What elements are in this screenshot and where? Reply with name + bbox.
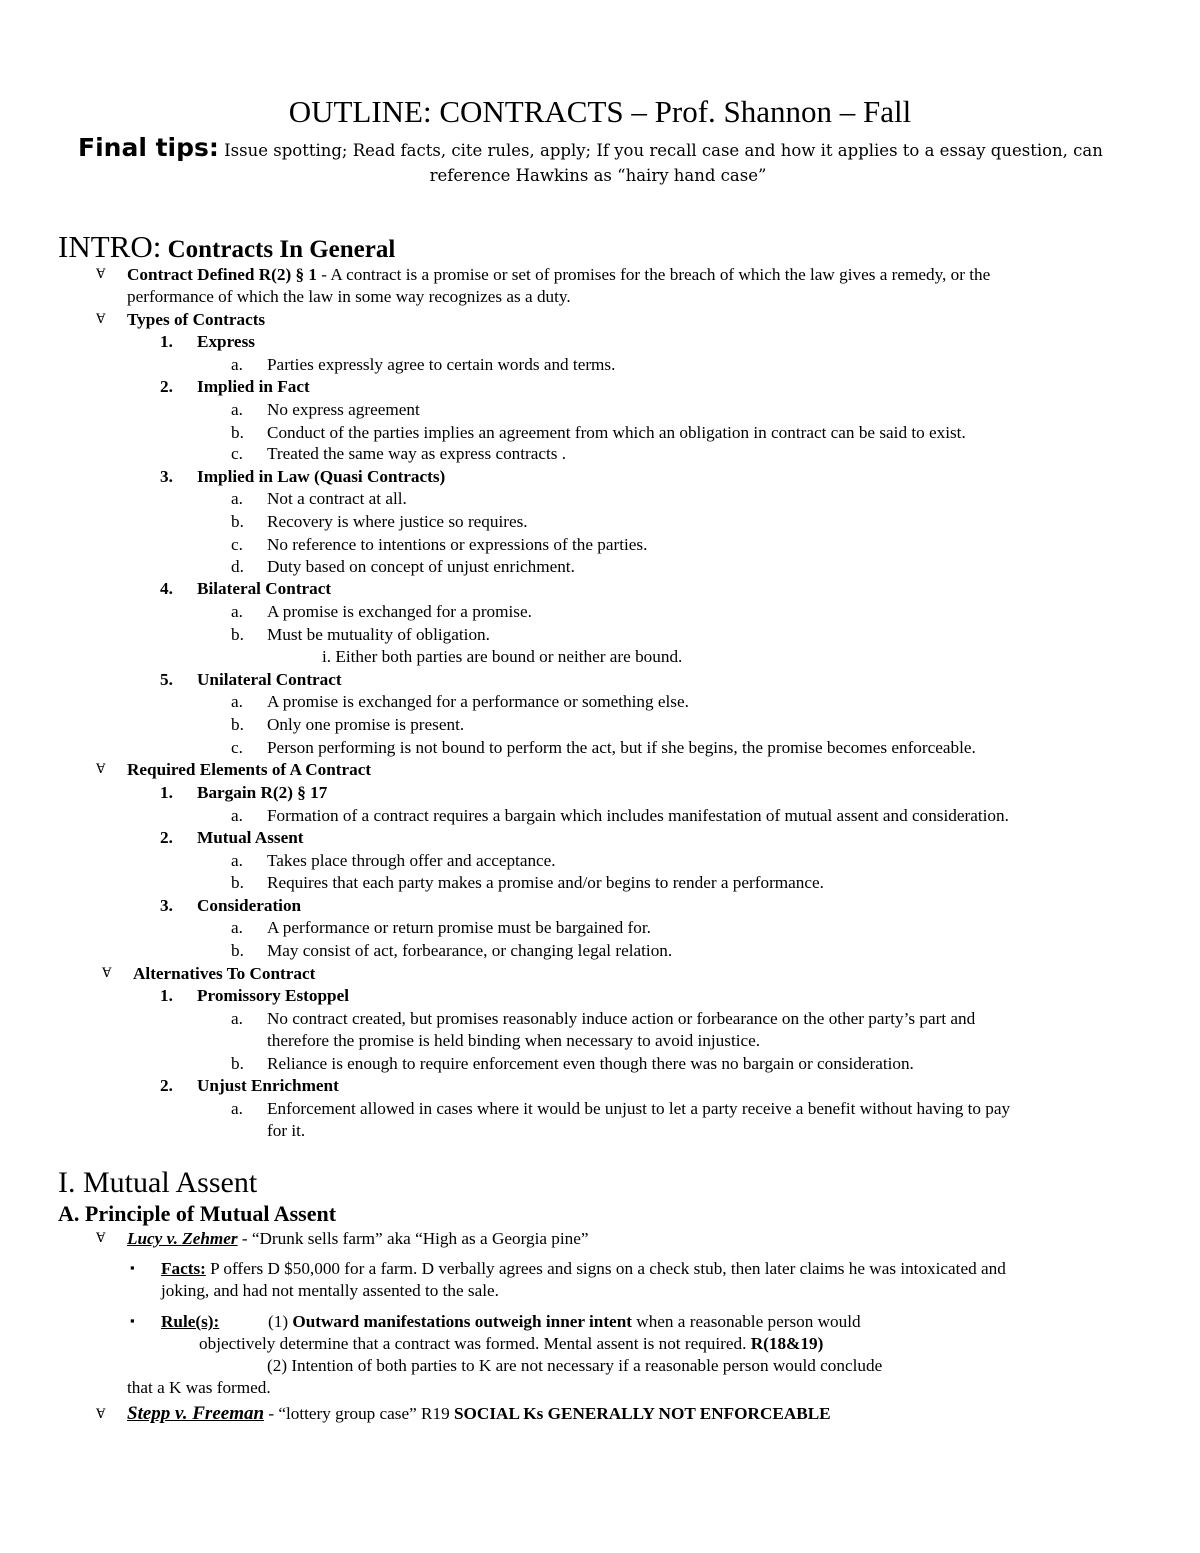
list-item: i. Either both parties are bound or neither are bound. bbox=[322, 647, 683, 666]
text-span: No reference to intentions or expressions of the parties. bbox=[267, 535, 648, 554]
text-span: Formation of a contract requires a bargain which includes manifestation of mutual assent and consideration. bbox=[267, 806, 1009, 825]
list-letter: c. bbox=[231, 444, 243, 463]
section-heading-mutual-assent: I. Mutual Assent bbox=[58, 1166, 258, 1199]
rule-1 bbox=[268, 1311, 861, 1333]
intro-subheading: Contracts In General bbox=[161, 236, 396, 263]
text-span: Recovery is where justice so requires. bbox=[267, 512, 528, 531]
list-number: 4. bbox=[160, 579, 173, 598]
case-lucy bbox=[127, 1228, 589, 1250]
list-letter: a. bbox=[231, 602, 243, 621]
rule-2-cont: that a K was formed. bbox=[127, 1378, 271, 1397]
text-span: (1) bbox=[268, 1312, 293, 1331]
list-letter: b. bbox=[231, 423, 244, 442]
text-span: A performance or return promise must be bargained for. bbox=[267, 918, 651, 937]
text-span: No express agreement bbox=[267, 400, 420, 419]
text-span: R(18&19) bbox=[750, 1334, 824, 1353]
required-label: Required Elements of A Contract bbox=[127, 760, 372, 779]
type-label: Express bbox=[197, 332, 255, 351]
arrow-bullet-icon: Ɐ bbox=[102, 965, 112, 980]
list-letter: b. bbox=[231, 873, 244, 892]
case-stepp bbox=[127, 1403, 831, 1425]
list-letter: a. bbox=[231, 918, 243, 937]
facts-label: Facts: bbox=[161, 1259, 206, 1278]
arrow-bullet-icon: Ɐ bbox=[96, 1230, 106, 1245]
list-number: Implied in Fact bbox=[197, 377, 310, 396]
text-span: Parties expressly agree to certain words and terms. bbox=[267, 355, 616, 374]
facts-text2: joking, and had not mentally assented to the sale. bbox=[161, 1281, 499, 1300]
list-letter: a. bbox=[231, 489, 243, 508]
contract-defined-label: Contract Defined R(2) § 1 bbox=[127, 265, 317, 284]
list-letter: a. bbox=[231, 851, 243, 870]
arrow-bullet-icon: Ɐ bbox=[96, 311, 106, 326]
list-letter: c. bbox=[231, 738, 243, 757]
rule-2: (2) Intention of both parties to K are not necessary if a reasonable person would conclude bbox=[267, 1356, 883, 1375]
text-span: Must be mutuality of obligation. bbox=[267, 625, 490, 644]
text-span: May consist of act, forbearance, or changing legal relation. bbox=[267, 941, 673, 960]
list-number: Bargain R(2) § 17 bbox=[197, 783, 328, 802]
tips-text: Issue spotting; Read facts, cite rules, apply; If you recall case and how it applies to a essay question, can bbox=[218, 141, 1103, 160]
text-span: Enforcement allowed in cases where it would be unjust to let a party receive a benefit without having to pay bbox=[267, 1099, 1011, 1118]
text-span: objectively determine that a contract was formed. Mental assent is not required. bbox=[199, 1334, 751, 1353]
list-letter: a. bbox=[231, 1009, 243, 1028]
rules bbox=[161, 1311, 861, 1333]
list-letter: d. bbox=[231, 557, 244, 576]
list-letter: c. bbox=[231, 535, 243, 554]
list-number: 5. bbox=[160, 670, 173, 689]
list-number: 3. bbox=[160, 467, 173, 486]
text-span: Conduct of the parties implies an agreement from which an obligation in contract can be said to exist. bbox=[267, 423, 966, 442]
case-holding: SOCIAL Ks GENERALLY NOT ENFORCEABLE bbox=[454, 1404, 831, 1423]
list-letter: b. bbox=[231, 1054, 244, 1073]
facts-text: P offers D $50,000 for a farm. D verbally agrees and signs on a check stub, then later claims he was intoxicated and bbox=[205, 1259, 1006, 1278]
final-tips bbox=[78, 133, 1138, 188]
list-number: 1. bbox=[160, 332, 173, 351]
text-span: Only one promise is present. bbox=[267, 715, 465, 734]
text-span: when a reasonable person would bbox=[631, 1312, 861, 1331]
list-number: 3. bbox=[160, 896, 173, 915]
rules-label: Rule(s): bbox=[161, 1312, 220, 1331]
list-letter: a. bbox=[231, 1099, 243, 1118]
square-bullet-icon: ▪ bbox=[130, 1260, 135, 1275]
case-description: - “Drunk sells farm” aka “High as a Georgia pine” bbox=[237, 1229, 589, 1248]
list-number: Bilateral Contract bbox=[197, 579, 332, 598]
list-number: 1. bbox=[160, 783, 173, 802]
tips-text-line2: reference Hawkins as “hairy hand case” bbox=[429, 166, 767, 185]
list-number: 2. bbox=[160, 377, 173, 396]
list-letter: a. bbox=[231, 400, 243, 419]
text-span: Duty based on concept of unjust enrichment. bbox=[267, 557, 575, 576]
list-item-continued: therefore the promise is held binding when necessary to avoid injustice. bbox=[267, 1031, 761, 1050]
case-name: Stepp v. Freeman bbox=[127, 1403, 265, 1424]
square-bullet-icon: ▪ bbox=[130, 1313, 135, 1328]
list-letter: b. bbox=[231, 715, 244, 734]
list-letter: a. bbox=[231, 692, 243, 711]
list-number: Unilateral Contract bbox=[197, 670, 342, 689]
text-span: A promise is exchanged for a performance or something else. bbox=[267, 692, 689, 711]
contract-defined bbox=[127, 264, 990, 286]
list-number: 1. bbox=[160, 986, 173, 1005]
contract-defined-text: - A contract is a promise or set of promises for the breach of which the law gives a remedy, or the bbox=[316, 265, 991, 284]
list-number: Unjust Enrichment bbox=[197, 1076, 339, 1095]
page-title: OUTLINE: CONTRACTS – Prof. Shannon – Fall bbox=[288, 94, 912, 129]
list-number: Mutual Assent bbox=[197, 828, 304, 847]
arrow-bullet-icon: Ɐ bbox=[96, 761, 106, 776]
list-number: Implied in Law (Quasi Contracts) bbox=[197, 467, 446, 486]
text-span: Outward manifestations outweigh inner intent bbox=[292, 1312, 632, 1331]
subsection-heading: A. Principle of Mutual Assent bbox=[58, 1201, 337, 1226]
arrow-bullet-icon: Ɐ bbox=[96, 1406, 106, 1421]
list-number: 2. bbox=[160, 1076, 173, 1095]
list-letter: b. bbox=[231, 625, 244, 644]
list-item-continued: for it. bbox=[267, 1121, 306, 1140]
types-label: Types of Contracts bbox=[127, 310, 266, 329]
intro-heading bbox=[58, 228, 395, 269]
text-span: No contract created, but promises reasonably induce action or forbearance on the other party’s part and bbox=[267, 1009, 976, 1028]
case-name: Lucy v. Zehmer bbox=[127, 1229, 238, 1248]
list-letter: a. bbox=[231, 806, 243, 825]
text-span: Person performing is not bound to perform the act, but if she begins, the promise becomes enforceable. bbox=[267, 738, 976, 757]
list-number: Promissory Estoppel bbox=[197, 986, 349, 1005]
text-span: Takes place through offer and acceptance. bbox=[267, 851, 556, 870]
list-letter: b. bbox=[231, 512, 244, 531]
rule-1-cont bbox=[199, 1333, 823, 1355]
text-span: Requires that each party makes a promise and/or begins to render a performance. bbox=[267, 873, 824, 892]
facts bbox=[161, 1258, 1006, 1280]
list-number: Consideration bbox=[197, 896, 302, 915]
list-letter: a. bbox=[231, 355, 243, 374]
alternatives-label: Alternatives To Contract bbox=[133, 964, 316, 983]
arrow-bullet-icon: Ɐ bbox=[96, 266, 106, 281]
intro-heading-label: INTRO: bbox=[58, 229, 162, 264]
case-description: - “lottery group case” R19 bbox=[264, 1404, 454, 1423]
contract-defined-text2: performance of which the law in some way recognizes as a duty. bbox=[127, 287, 571, 306]
list-letter: b. bbox=[231, 941, 244, 960]
text-span: A promise is exchanged for a promise. bbox=[267, 602, 532, 621]
list-number: 2. bbox=[160, 828, 173, 847]
text-span: Reliance is enough to require enforcement even though there was no bargain or consideration. bbox=[267, 1054, 914, 1073]
text-span: Treated the same way as express contracts . bbox=[267, 444, 567, 463]
tips-label: Final tips: bbox=[78, 133, 219, 162]
text-span: Not a contract at all. bbox=[267, 489, 407, 508]
